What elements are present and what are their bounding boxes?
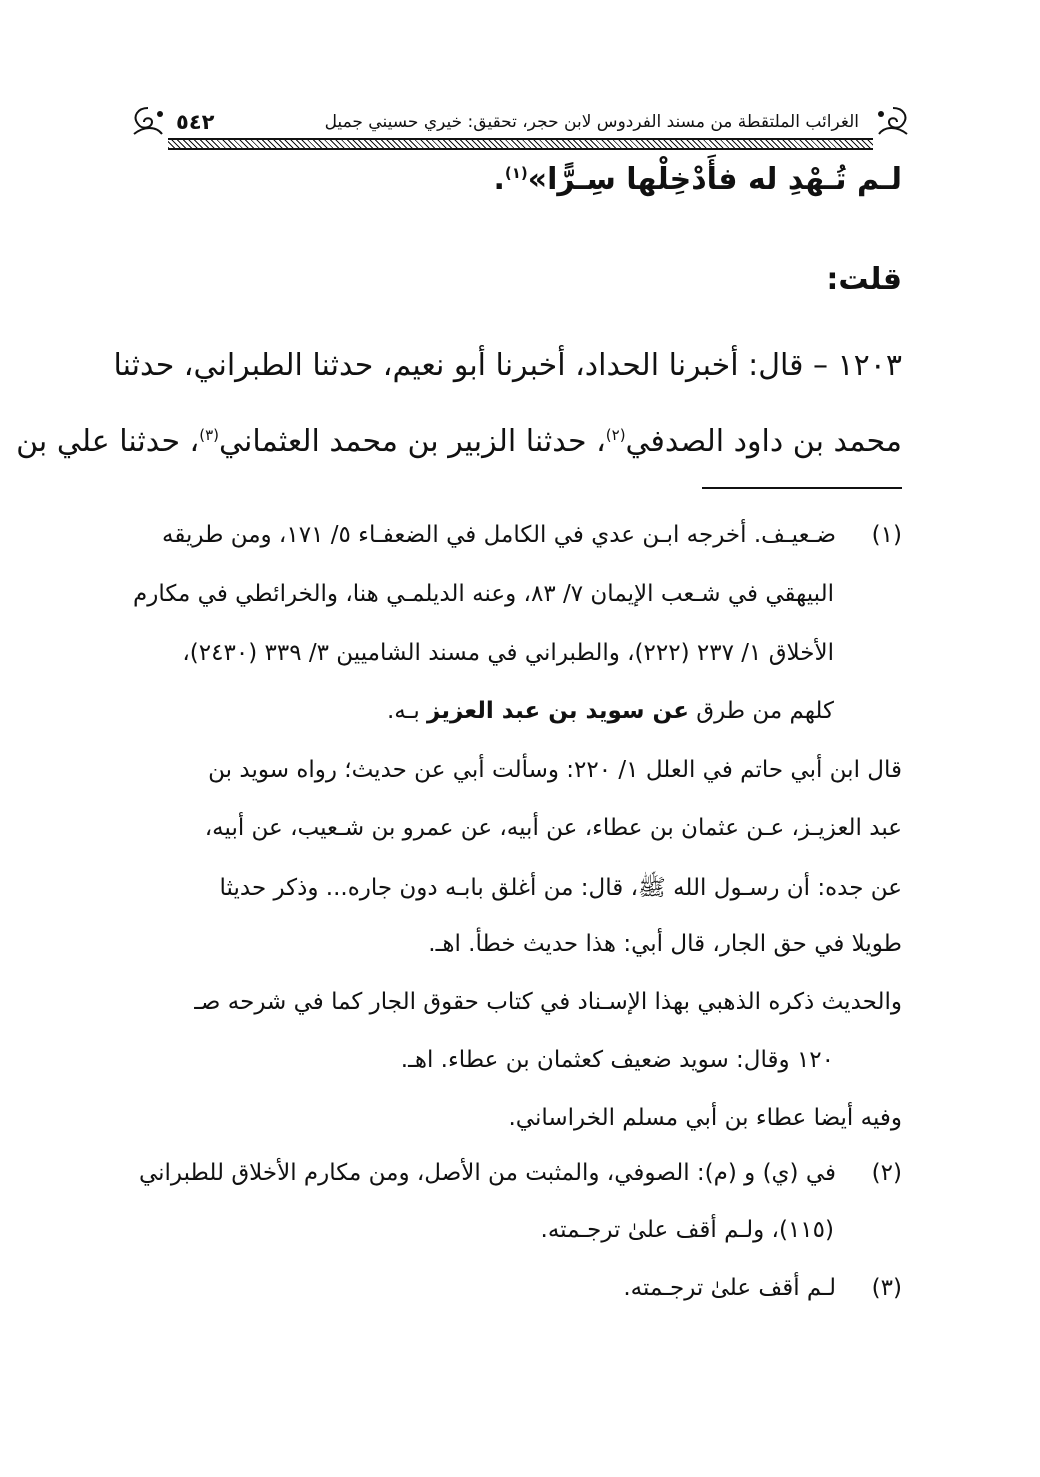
- header-title: الغرائب الملتقطة من مسند الفردوس لابن حجر، تحقيق: خيري حسيني جميل: [324, 112, 859, 132]
- footnote-2-first-line: [138, 1160, 902, 1194]
- footnote-1-line-4-bold: عن سويد بن عبد العزيز: [427, 698, 689, 724]
- footnote-1-line-8: طويلا في حق الجار، قال أبي: هذا حديث خطأ. اهـ.: [428, 931, 902, 957]
- page-number: ٥٤٢: [176, 110, 215, 134]
- footnote-ref-2: (٢): [605, 426, 626, 444]
- footnote-1-line-4-c: بـه.: [386, 698, 428, 724]
- main-line-1-end: .: [493, 162, 505, 197]
- header-ornament-right-icon: [873, 104, 913, 140]
- main-line-1-text: لـم تُـهْدِ له فأَدْخِلْها سِـرًّا»: [527, 162, 902, 197]
- footnote-2-number: (٢): [871, 1160, 902, 1186]
- footnote-separator: [702, 487, 902, 489]
- footnote-1-number: (١): [871, 522, 902, 548]
- footnote-1-line-6: عبد العزيـز، عـن عثمان بن عطاء، عن أبيه، عن عمرو بن شـعيب، عن أبيه،: [204, 815, 902, 841]
- footnote-1-first-line: [138, 522, 902, 556]
- footnote-3-line-1: لـم أقف علىٰ ترجـمته.: [623, 1275, 836, 1301]
- footnote-1-line-9: والحديث ذكره الذهبي بهذا الإسـناد في كتاب حقوق الجار كما في شرحه صـ: [194, 989, 902, 1015]
- main-line-4: [16, 424, 902, 459]
- footnote-1-line-1: ضـعيـف. أخرجه ابـن عدي في الكامل في الضعفـاء ٥/ ١٧١، ومن طريقه: [162, 522, 836, 548]
- main-line-4-c: ، حدثنا علي بن: [16, 424, 200, 459]
- footnote-2-line-2: (١١٥)، ولـم أقف علىٰ ترجـمته.: [540, 1217, 834, 1243]
- footnote-ref-3: (٣): [199, 426, 220, 444]
- section-heading: قلت:: [826, 262, 902, 297]
- footnote-2-line-1: في (ي) و (م): الصوفي، والمثبت من الأصل، ومن مكارم الأخلاق للطبراني: [138, 1160, 836, 1186]
- main-line-1: [493, 162, 902, 197]
- main-line-4-b: ، حدثنا الزبير بن محمد العثماني: [219, 424, 606, 459]
- footnote-3-first-line: [138, 1275, 902, 1309]
- footnote-1-line-5: قال ابن أبي حاتم في العلل ١/ ٢٢٠: وسألت أبي عن حديث؛ رواه سويد بن: [208, 757, 902, 783]
- footnote-ref-1: (١): [504, 164, 528, 182]
- footnote-1-line-4-a: كلهم من طرق: [688, 698, 834, 724]
- footnote-1-line-7: عن جده: أن رسـول الله ﷺ، قال: من أغلق بابـه دون جاره... وذكر حديثا: [219, 875, 902, 901]
- footnote-1-line-10: ١٢٠ وقال: سويد ضعيف كعثمان بن عطاء. اهـ.: [400, 1047, 834, 1073]
- main-line-3: ١٢٠٣ – قال: أخبرنا الحداد، أخبرنا أبو نعيم، حدثنا الطبراني، حدثنا: [113, 348, 902, 383]
- footnote-1-line-2: البيهقي في شـعب الإيمان ٧/ ٨٣، وعنه الديلمـي هنا، والخرائطي في مكارم: [132, 581, 834, 607]
- footnote-1-line-11: وفيه أيضا عطاء بن أبي مسلم الخراساني.: [508, 1105, 902, 1131]
- main-line-4-a: محمد بن داود الصدفي: [625, 424, 902, 459]
- footnote-1-line-3: الأخلاق ١/ ٢٣٧ (٢٢٢)، والطبراني في مسند الشاميين ٣/ ٣٣٩ (٢٤٣٠)،: [182, 640, 834, 666]
- header-ornament-left-icon: [128, 104, 168, 140]
- footnote-1-line-4: [387, 698, 834, 724]
- header-rule: [168, 138, 873, 150]
- running-header: [128, 100, 913, 152]
- footnote-3-number: (٣): [871, 1275, 902, 1301]
